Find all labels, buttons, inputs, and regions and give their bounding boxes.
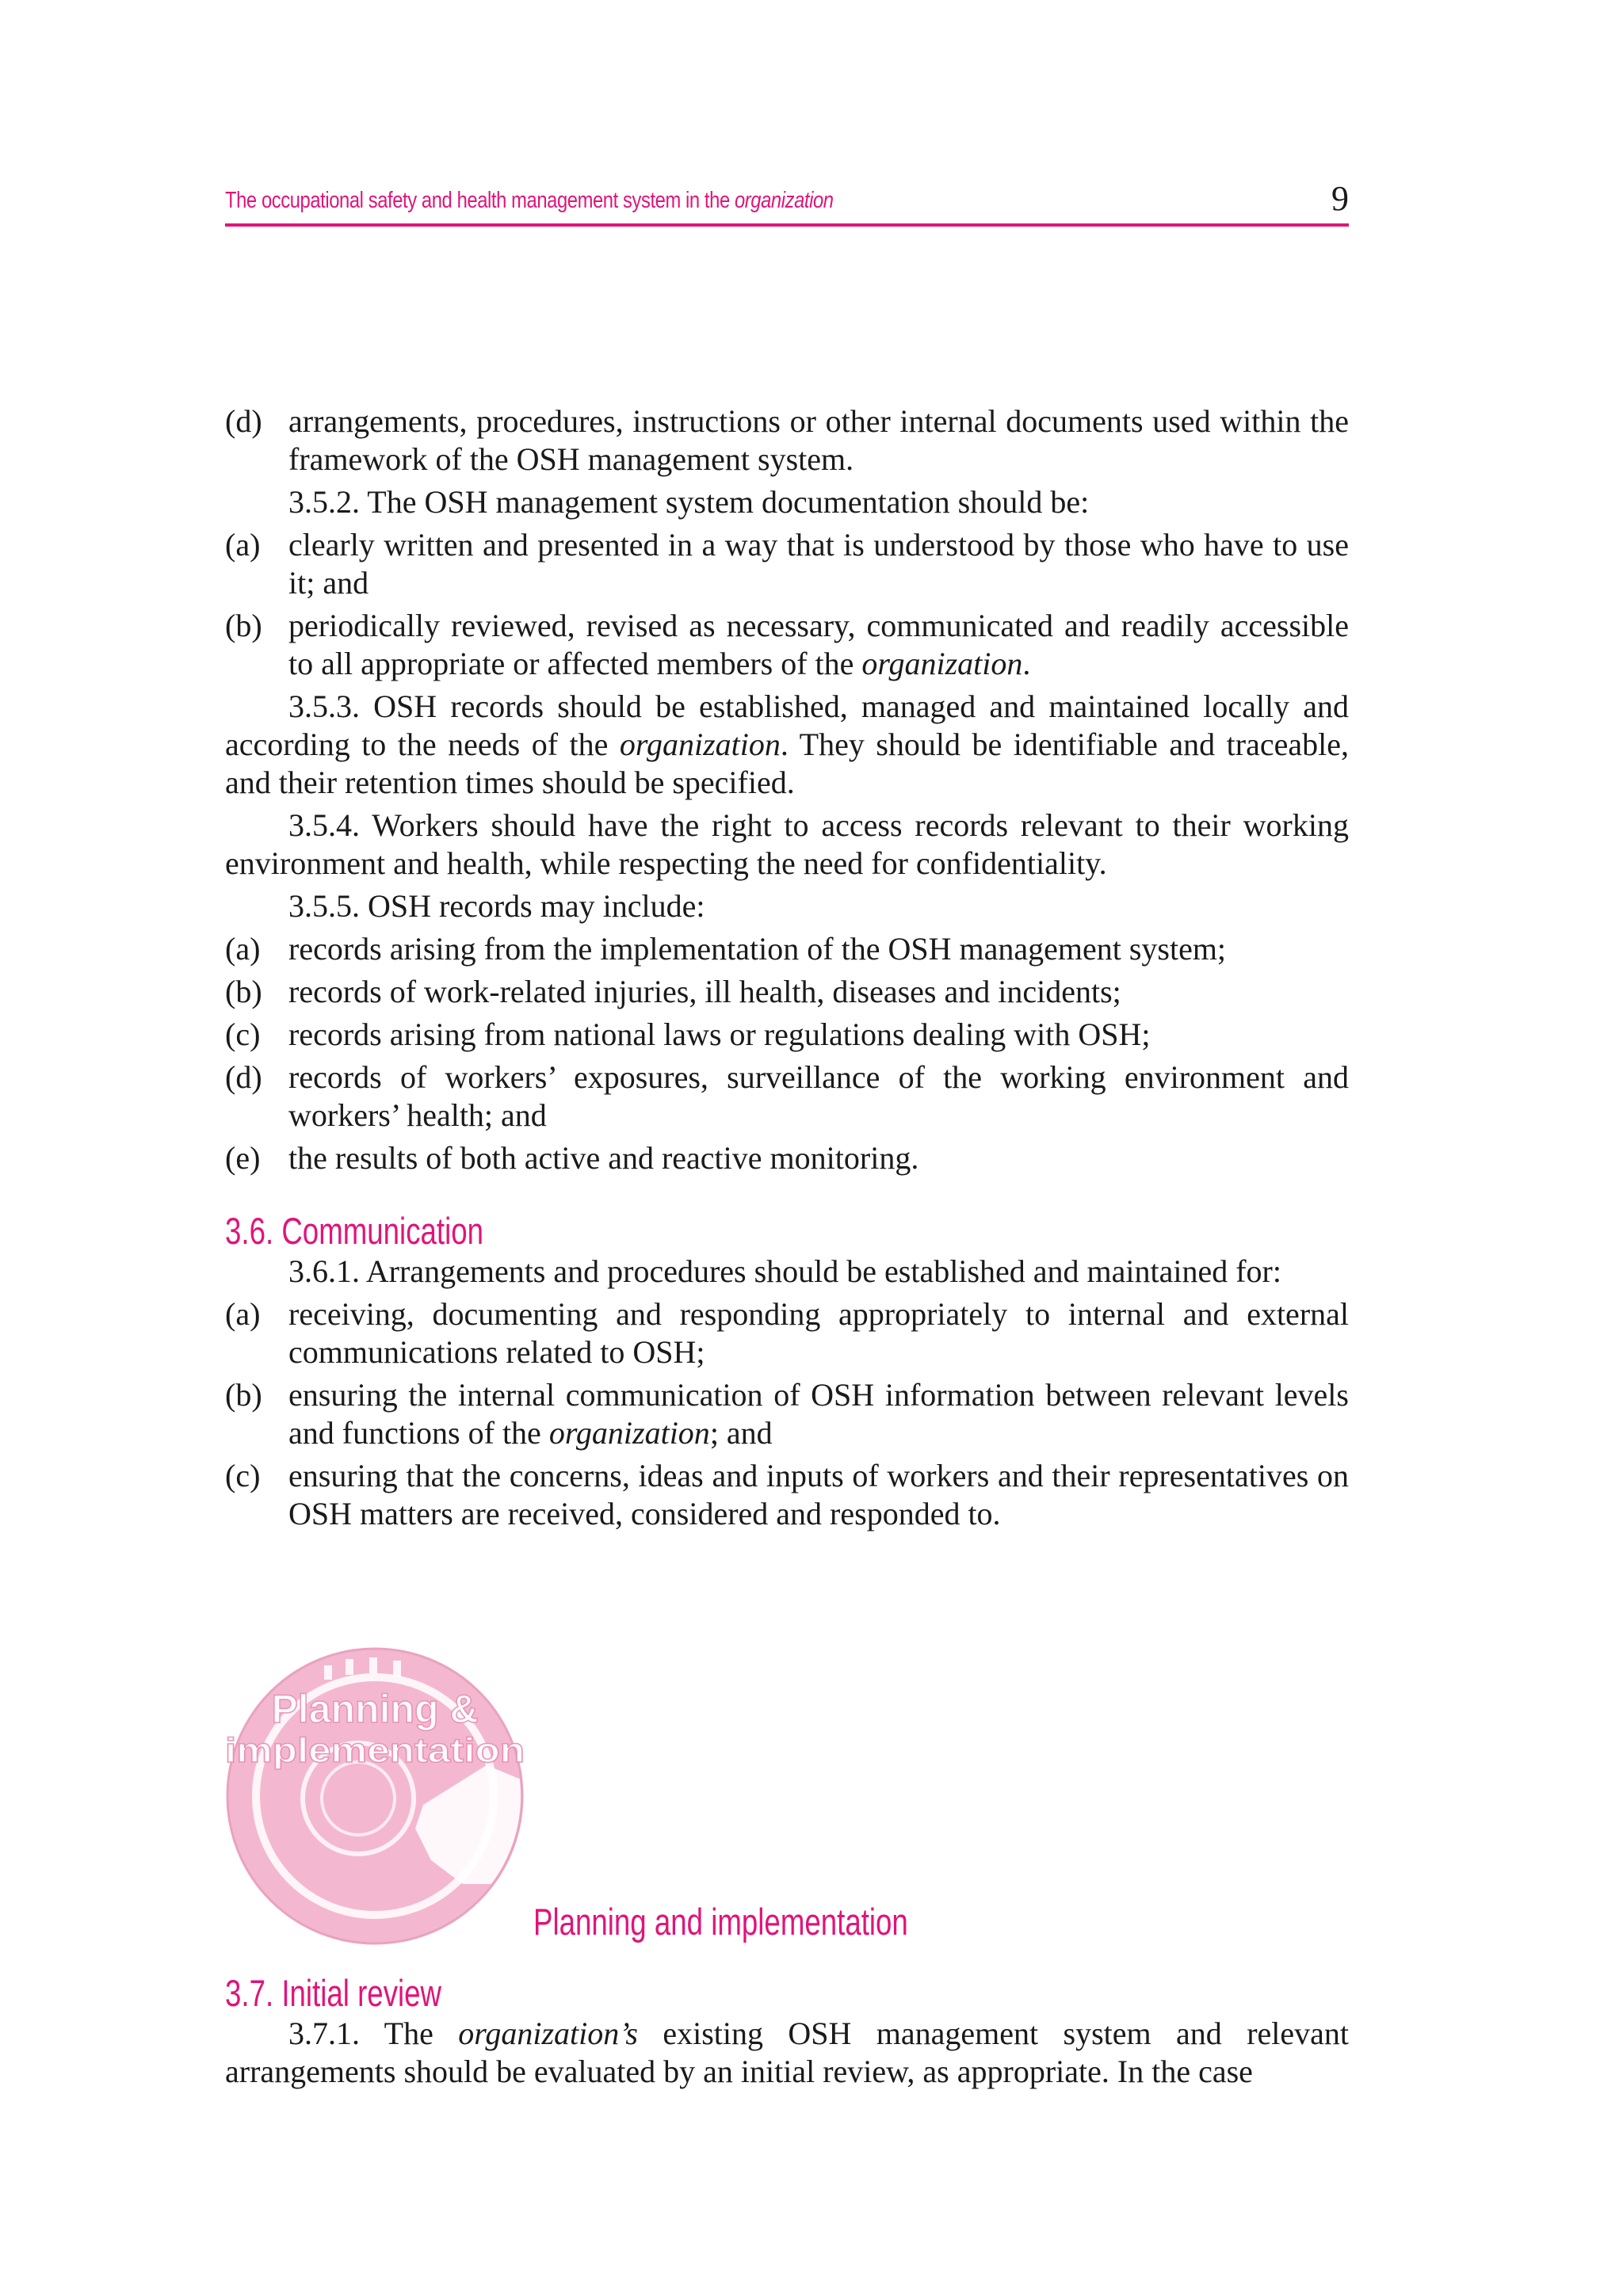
list-item-label: (d) (225, 403, 262, 439)
section-heading-3-7: 3.7. Initial review (225, 1972, 442, 2014)
page-number: 9 (1331, 179, 1349, 218)
list-item-text (288, 607, 1349, 683)
list-item-3-5-2-b (225, 607, 1349, 683)
text-run: ; and (709, 1415, 773, 1451)
list-item-3-6-1-a (225, 1295, 1349, 1371)
text-run: ensuring the internal communication of OSH information between relevant levels and functions of the (288, 1377, 1349, 1451)
list-item-3-6-1-c (225, 1457, 1349, 1533)
paragraph-3-5-2: 3.5.2. The OSH management system documentation should be: (288, 484, 1090, 520)
list-item-label: (c) (225, 1016, 261, 1052)
paragraph-3-7-1 (225, 2015, 1349, 2091)
list-item-3-6-1-b (225, 1376, 1349, 1452)
paragraph-3-5-4: 3.5.4. Workers should have the right to access records relevant to their working environment and health, while respecting the need for confidentiality. (225, 807, 1349, 881)
running-header-title-italic: organization (734, 188, 834, 213)
list-item-text: arrangements, procedures, instructions or other internal documents used within the framework of the OSH management system. (288, 403, 1349, 477)
list-item-3-5-5-b (225, 973, 1349, 1011)
emblem-text-line2: implementation (225, 1731, 525, 1770)
list-item-3-5-5-e (225, 1139, 1349, 1177)
body-text (225, 402, 1349, 1533)
running-header (225, 176, 1349, 227)
text-run-italic: organization (548, 1415, 710, 1451)
list-item-label: (b) (225, 974, 262, 1009)
section-heading-3-6: 3.6. Communication (225, 1210, 484, 1252)
list-item-label: (a) (225, 1296, 261, 1332)
text-run: periodically reviewed, revised as necessary, communicated and readily accessible to all appropriate or affected members of the (288, 608, 1349, 681)
text-run-italic: organization (619, 727, 781, 762)
paragraph-3-6-1: 3.6.1. Arrangements and procedures should be established and maintained for: (288, 1253, 1281, 1289)
text-run-italic: organization (861, 646, 1023, 681)
list-item-label: (a) (225, 527, 261, 563)
list-item-label: (b) (225, 1377, 262, 1413)
paragraph-3-5-5: 3.5.5. OSH records may include: (288, 888, 705, 924)
text-run: existing OSH management system and relevant arrangements should be evaluated by an initial review, as appropriate. In the case (225, 2016, 1349, 2089)
paragraph-3-5-3 (225, 688, 1349, 802)
planning-implementation-title: Planning and implementation (533, 1901, 908, 1943)
list-item-text: records arising from the implementation of the OSH management system; (288, 931, 1227, 967)
text-run: . (1022, 646, 1031, 681)
list-item-text: ensuring that the concerns, ideas and inputs of workers and their representatives on OSH matters are received, considered and responded to. (288, 1458, 1349, 1531)
text-run: 3.7.1. The (288, 2016, 459, 2051)
list-item-text: records arising from national laws or regulations dealing with OSH; (288, 1016, 1151, 1052)
emblem-text-line1: Planning & (271, 1687, 479, 1731)
list-item-text: records of workers’ exposures, surveillance of the working environment and workers’ health; and (288, 1059, 1349, 1133)
list-item-text: clearly written and presented in a way that is understood by those who have to use it; and (288, 527, 1349, 601)
list-item-text: the results of both active and reactive monitoring. (288, 1140, 919, 1176)
text-run: 3.5.3. OSH records should be established, managed and maintained locally and according to the needs of the (225, 688, 1349, 762)
list-item-3-5-5-c (225, 1016, 1349, 1054)
list-item-label: (b) (225, 608, 262, 643)
list-item-3-5-5-d (225, 1058, 1349, 1135)
section-3-7 (225, 1971, 1349, 2091)
text-run: . They should be identifiable and traceable, and their retention times should be specified. (225, 727, 1349, 800)
list-item-d-continuation (225, 402, 1349, 479)
list-item-3-5-5-a (225, 930, 1349, 968)
list-item-label: (c) (225, 1458, 261, 1493)
planning-implementation-emblem (225, 1646, 525, 1946)
list-item-label: (a) (225, 931, 261, 967)
section-spacer (225, 1177, 1349, 1209)
list-item-label: (d) (225, 1059, 262, 1095)
text-run-italic: organization’s (458, 2016, 638, 2051)
list-item-text (288, 1376, 1349, 1452)
running-header-title-main: The occupational safety and health management system in the (225, 188, 735, 213)
running-header-title (225, 188, 834, 214)
list-item-text: records of work-related injuries, ill health, diseases and incidents; (288, 974, 1121, 1009)
list-item-3-5-2-a (225, 526, 1349, 602)
list-item-label: (e) (225, 1140, 261, 1176)
list-item-text: receiving, documenting and responding appropriately to internal and external communications related to OSH; (288, 1296, 1349, 1370)
